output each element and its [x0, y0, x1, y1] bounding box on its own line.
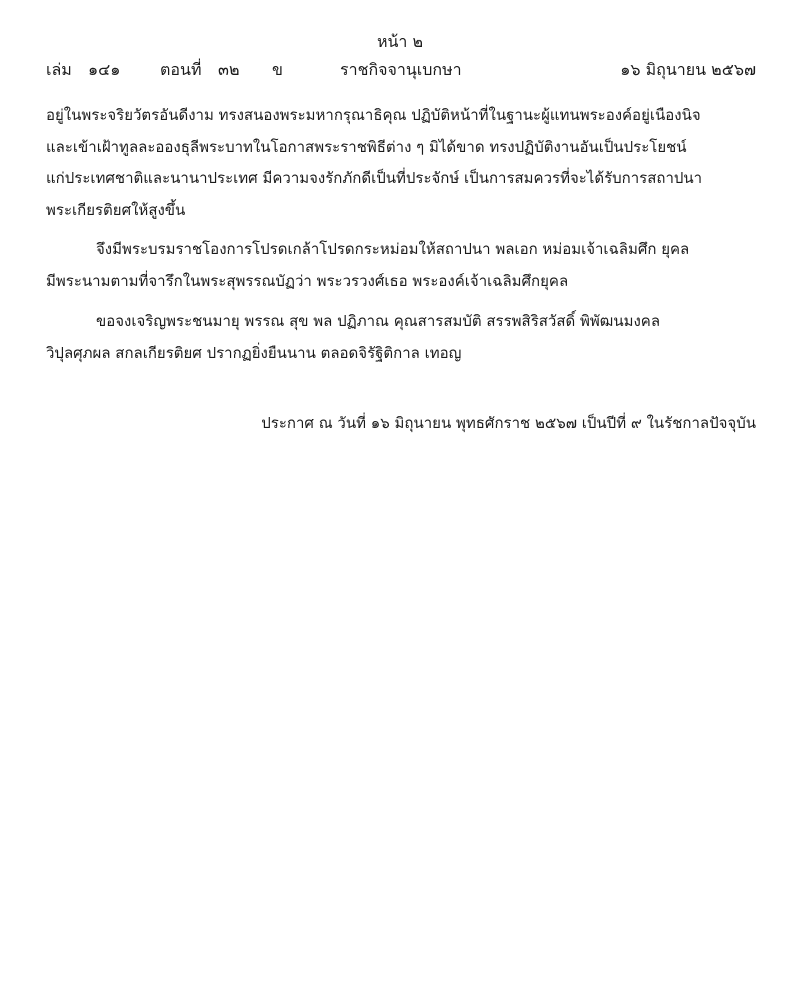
- text-line: และเข้าเฝ้าทูลละอองธุลีพระบาทในโอกาสพระราชพิธีต่าง ๆ มิได้ขาด ทรงปฏิบัติงานอันเป็นประโยชน์: [46, 137, 687, 156]
- text-line: ขอจงเจริญพระชนมายุ พรรณ สุข พล ปฏิภาณ คุณสารสมบัติ สรรพสิริสวัสดิ์ พิพัฒนมงคล: [96, 312, 661, 330]
- gazette-header: [46, 58, 756, 80]
- part-letter: ข: [272, 60, 283, 79]
- section-number: ๓๒: [218, 60, 240, 79]
- proclamation-date: ประกาศ ณ วันที่ ๑๖ มิถุนายน พุทธศักราช ๒๕๖๗ เป็นปีที่ ๙ ในรัชกาลปัจจุบัน: [261, 414, 756, 432]
- text-line: วิปุลศุภผล สกลเกียรติยศ ปรากฏยิ่งยืนนาน ตลอดจิรัฐิติกาล เทอญ: [46, 343, 462, 362]
- text-line: จึงมีพระบรมราชโองการโปรดเกล้าโปรดกระหม่อมให้สถาปนา พลเอก หม่อมเจ้าเฉลิมศึก ยุคล: [96, 240, 690, 258]
- gazette-name: ราชกิจจานุเบกษา: [340, 60, 462, 79]
- text-line: พระเกียรติยศให้สูงขึ้น: [46, 200, 186, 219]
- volume-label: เล่ม: [46, 60, 72, 79]
- volume-number: ๑๔๑: [88, 60, 121, 79]
- section-label: ตอนที่: [160, 60, 202, 79]
- page-number: หน้า ๒: [376, 32, 424, 51]
- paragraph-3: [46, 306, 760, 369]
- text-line: มีพระนามตามที่จารึกในพระสุพรรณบัฏว่า พระวรวงศ์เธอ พระองค์เจ้าเฉลิมศึกยุคล: [46, 271, 569, 290]
- paragraph-1: [46, 100, 760, 226]
- issue-date: ๑๖ มิถุนายน ๒๕๖๗: [620, 60, 756, 79]
- text-line: แก่ประเทศชาติและนานาประเทศ มีความจงรักภักดีเป็นที่ประจักษ์ เป็นการสมควรที่จะได้รับการสถาปนา: [46, 169, 703, 187]
- paragraph-2: [46, 234, 760, 297]
- text-line: อยู่ในพระจริยวัตรอันดีงาม ทรงสนองพระมหากรุณาธิคุณ ปฏิบัติหน้าที่ในฐานะผู้แทนพระองค์อยู่เนืองนิจ: [46, 106, 701, 124]
